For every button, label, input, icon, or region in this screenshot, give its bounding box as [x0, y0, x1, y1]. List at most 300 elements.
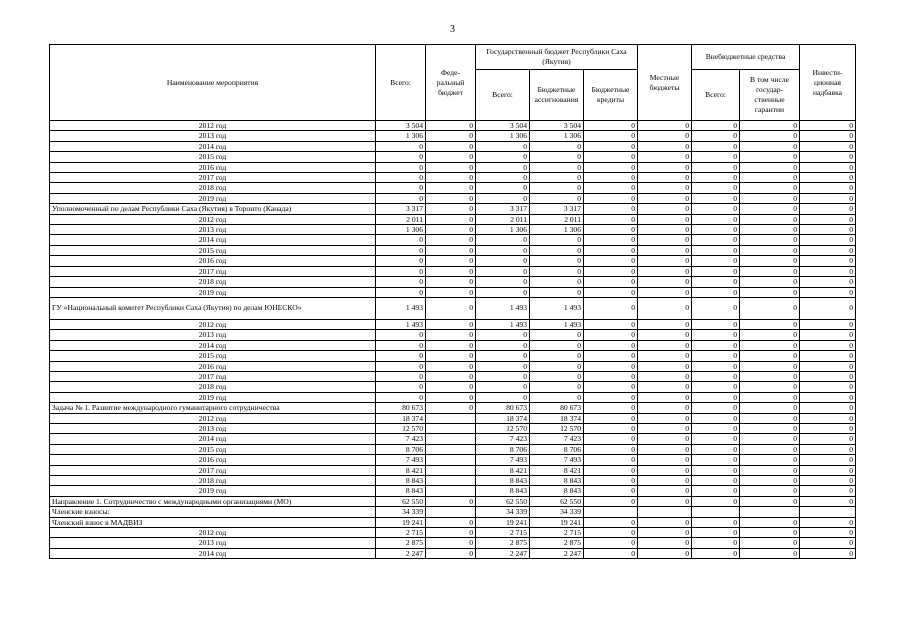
- row-name-cell: 2017 год: [50, 371, 376, 381]
- value-cell: 0: [638, 465, 692, 475]
- value-cell: 0: [800, 528, 856, 538]
- value-cell: 0: [692, 193, 740, 203]
- row-name-cell: 2012 год: [50, 121, 376, 131]
- value-cell: 0: [692, 361, 740, 371]
- value-cell: 0: [584, 538, 638, 548]
- value-cell: 0: [584, 434, 638, 444]
- value-cell: 0: [692, 152, 740, 162]
- value-cell: 7 493: [530, 455, 584, 465]
- value-cell: 3 317: [530, 204, 584, 214]
- value-cell: 0: [584, 266, 638, 276]
- value-cell: 0: [692, 538, 740, 548]
- value-cell: 0: [426, 245, 476, 255]
- value-cell: 0: [692, 183, 740, 193]
- value-cell: 1 493: [476, 297, 530, 319]
- value-cell: 2 011: [376, 214, 426, 224]
- table-row: [50, 507, 856, 517]
- value-cell: 0: [376, 277, 426, 287]
- value-cell: 3 504: [376, 121, 426, 131]
- value-cell: [740, 507, 800, 517]
- value-cell: 0: [692, 486, 740, 496]
- table-row: [50, 330, 856, 340]
- value-cell: 0: [692, 319, 740, 329]
- value-cell: 0: [800, 297, 856, 319]
- value-cell: 0: [800, 423, 856, 433]
- value-cell: 0: [638, 319, 692, 329]
- value-cell: 0: [376, 183, 426, 193]
- table-row: [50, 225, 856, 235]
- value-cell: 0: [638, 204, 692, 214]
- value-cell: 0: [376, 351, 426, 361]
- value-cell: 0: [692, 225, 740, 235]
- value-cell: 0: [692, 496, 740, 506]
- value-cell: 1 493: [376, 297, 426, 319]
- value-cell: 0: [800, 403, 856, 413]
- value-cell: 0: [426, 256, 476, 266]
- column-group-state-budget: Государственный бюджет Республики Саха (Якутия): [476, 45, 638, 70]
- value-cell: 0: [376, 340, 426, 350]
- row-name-cell: 2013 год: [50, 330, 376, 340]
- table-row: [50, 277, 856, 287]
- value-cell: 0: [638, 183, 692, 193]
- value-cell: 0: [638, 413, 692, 423]
- value-cell: 0: [800, 538, 856, 548]
- value-cell: 2 247: [530, 548, 584, 558]
- value-cell: 0: [638, 297, 692, 319]
- value-cell: 0: [638, 330, 692, 340]
- value-cell: 0: [800, 173, 856, 183]
- value-cell: 0: [584, 351, 638, 361]
- value-cell: 8 843: [530, 486, 584, 496]
- value-cell: 0: [530, 361, 584, 371]
- table-row: [50, 528, 856, 538]
- value-cell: 0: [426, 152, 476, 162]
- value-cell: 0: [584, 256, 638, 266]
- value-cell: 0: [426, 297, 476, 319]
- value-cell: 0: [426, 183, 476, 193]
- value-cell: 0: [530, 193, 584, 203]
- value-cell: 0: [584, 193, 638, 203]
- value-cell: 0: [376, 266, 426, 276]
- table-row: [50, 392, 856, 402]
- column-header-offbudget-guarantees: В том числе государ-ственные гарантии: [740, 70, 800, 121]
- value-cell: 0: [800, 465, 856, 475]
- value-cell: [426, 455, 476, 465]
- value-cell: 0: [476, 361, 530, 371]
- value-cell: 0: [530, 382, 584, 392]
- value-cell: 8 421: [476, 465, 530, 475]
- value-cell: 0: [584, 214, 638, 224]
- value-cell: 0: [584, 225, 638, 235]
- row-name-cell: Членские взносы:: [50, 507, 376, 517]
- value-cell: 0: [638, 193, 692, 203]
- value-cell: 0: [800, 548, 856, 558]
- value-cell: 2 715: [376, 528, 426, 538]
- value-cell: 2 247: [476, 548, 530, 558]
- value-cell: 0: [740, 245, 800, 255]
- value-cell: 0: [800, 131, 856, 141]
- value-cell: 0: [476, 162, 530, 172]
- value-cell: 0: [530, 235, 584, 245]
- value-cell: 0: [740, 496, 800, 506]
- value-cell: [426, 486, 476, 496]
- table-row: [50, 403, 856, 413]
- value-cell: 0: [638, 214, 692, 224]
- value-cell: 7 493: [376, 455, 426, 465]
- value-cell: 0: [638, 287, 692, 297]
- value-cell: 0: [740, 351, 800, 361]
- value-cell: 0: [584, 173, 638, 183]
- value-cell: 0: [476, 266, 530, 276]
- row-name-cell: 2013 год: [50, 225, 376, 235]
- row-name-cell: 2017 год: [50, 266, 376, 276]
- value-cell: 0: [376, 193, 426, 203]
- value-cell: 0: [800, 266, 856, 276]
- table-row: [50, 465, 856, 475]
- table-row: [50, 173, 856, 183]
- value-cell: 0: [740, 340, 800, 350]
- value-cell: 0: [584, 548, 638, 558]
- value-cell: 0: [740, 225, 800, 235]
- value-cell: 0: [426, 330, 476, 340]
- value-cell: 3 504: [530, 121, 584, 131]
- value-cell: 12 570: [476, 423, 530, 433]
- table-row: [50, 162, 856, 172]
- value-cell: 0: [638, 423, 692, 433]
- row-name-cell: 2015 год: [50, 351, 376, 361]
- value-cell: 0: [638, 245, 692, 255]
- value-cell: 0: [692, 340, 740, 350]
- table-row: [50, 382, 856, 392]
- value-cell: [800, 507, 856, 517]
- value-cell: 0: [426, 392, 476, 402]
- table-row: [50, 340, 856, 350]
- value-cell: 0: [740, 444, 800, 454]
- value-cell: 0: [692, 121, 740, 131]
- value-cell: 0: [638, 152, 692, 162]
- value-cell: 0: [476, 256, 530, 266]
- value-cell: 0: [638, 225, 692, 235]
- table-row: [50, 287, 856, 297]
- table-row: [50, 423, 856, 433]
- value-cell: 0: [638, 351, 692, 361]
- value-cell: 0: [476, 245, 530, 255]
- value-cell: 0: [800, 319, 856, 329]
- value-cell: 2 875: [476, 538, 530, 548]
- column-header-name: Наименование мероприятия: [50, 45, 376, 121]
- table-row: [50, 193, 856, 203]
- value-cell: 8 843: [376, 476, 426, 486]
- value-cell: 0: [584, 235, 638, 245]
- value-cell: 0: [800, 392, 856, 402]
- value-cell: 2 011: [476, 214, 530, 224]
- page-number: 3: [450, 24, 455, 35]
- value-cell: 1 306: [376, 225, 426, 235]
- value-cell: 0: [800, 183, 856, 193]
- value-cell: 0: [638, 371, 692, 381]
- value-cell: 0: [740, 277, 800, 287]
- value-cell: 0: [740, 266, 800, 276]
- value-cell: 0: [426, 277, 476, 287]
- value-cell: 0: [426, 193, 476, 203]
- row-name-cell: 2015 год: [50, 152, 376, 162]
- table-body: [50, 121, 856, 559]
- table-row: [50, 371, 856, 381]
- value-cell: 0: [376, 141, 426, 151]
- table-row: [50, 413, 856, 423]
- value-cell: 0: [692, 162, 740, 172]
- value-cell: 1 306: [530, 131, 584, 141]
- table-row: [50, 131, 856, 141]
- value-cell: 0: [584, 340, 638, 350]
- value-cell: 0: [638, 340, 692, 350]
- row-name-cell: 2018 год: [50, 382, 376, 392]
- row-name-cell: 2013 год: [50, 538, 376, 548]
- value-cell: 80 673: [476, 403, 530, 413]
- value-cell: 0: [740, 392, 800, 402]
- value-cell: 0: [426, 204, 476, 214]
- value-cell: 1 306: [476, 131, 530, 141]
- value-cell: 1 306: [376, 131, 426, 141]
- value-cell: [584, 507, 638, 517]
- value-cell: 0: [638, 444, 692, 454]
- table-row: [50, 548, 856, 558]
- value-cell: 0: [476, 183, 530, 193]
- value-cell: 34 339: [530, 507, 584, 517]
- value-cell: 0: [426, 528, 476, 538]
- value-cell: 0: [376, 256, 426, 266]
- value-cell: 0: [530, 277, 584, 287]
- table-row: [50, 141, 856, 151]
- value-cell: 0: [692, 403, 740, 413]
- row-name-cell: 2014 год: [50, 141, 376, 151]
- value-cell: 0: [530, 162, 584, 172]
- value-cell: 0: [692, 465, 740, 475]
- value-cell: 80 673: [530, 403, 584, 413]
- row-name-cell: 2012 год: [50, 214, 376, 224]
- value-cell: 0: [426, 141, 476, 151]
- value-cell: 0: [740, 413, 800, 423]
- value-cell: 62 550: [476, 496, 530, 506]
- value-cell: 0: [376, 235, 426, 245]
- value-cell: 0: [476, 277, 530, 287]
- value-cell: 0: [692, 434, 740, 444]
- value-cell: 0: [692, 548, 740, 558]
- value-cell: 0: [426, 371, 476, 381]
- value-cell: 80 673: [376, 403, 426, 413]
- value-cell: 0: [426, 235, 476, 245]
- value-cell: 0: [692, 382, 740, 392]
- value-cell: 18 374: [376, 413, 426, 423]
- value-cell: 0: [476, 287, 530, 297]
- value-cell: 0: [476, 235, 530, 245]
- table-row: [50, 319, 856, 329]
- value-cell: 0: [376, 287, 426, 297]
- value-cell: 3 317: [376, 204, 426, 214]
- value-cell: 0: [800, 330, 856, 340]
- value-cell: 0: [476, 173, 530, 183]
- value-cell: 1 493: [476, 319, 530, 329]
- row-name-cell: Задача № 1. Развитие международного гуманитарного сотрудничества: [50, 403, 376, 413]
- value-cell: 1 493: [376, 319, 426, 329]
- value-cell: 0: [740, 476, 800, 486]
- value-cell: 0: [584, 152, 638, 162]
- table-row: [50, 235, 856, 245]
- value-cell: [692, 507, 740, 517]
- value-cell: 2 247: [376, 548, 426, 558]
- value-cell: 0: [584, 423, 638, 433]
- column-header-federal: Феде-ральный бюджет: [426, 45, 476, 121]
- value-cell: 0: [800, 162, 856, 172]
- value-cell: 2 011: [530, 214, 584, 224]
- value-cell: 0: [638, 486, 692, 496]
- value-cell: 0: [376, 162, 426, 172]
- value-cell: 0: [800, 193, 856, 203]
- value-cell: 0: [740, 193, 800, 203]
- value-cell: 0: [584, 382, 638, 392]
- value-cell: 0: [740, 121, 800, 131]
- value-cell: 0: [638, 403, 692, 413]
- row-name-cell: 2018 год: [50, 476, 376, 486]
- column-header-total: Всего:: [376, 45, 426, 121]
- value-cell: [426, 434, 476, 444]
- value-cell: 0: [426, 340, 476, 350]
- value-cell: 0: [584, 403, 638, 413]
- value-cell: 1 306: [530, 225, 584, 235]
- column-header-state-total: Всего:: [476, 70, 530, 121]
- value-cell: 0: [584, 297, 638, 319]
- value-cell: [426, 476, 476, 486]
- value-cell: 0: [376, 392, 426, 402]
- value-cell: 0: [692, 528, 740, 538]
- value-cell: 0: [426, 287, 476, 297]
- value-cell: 0: [426, 382, 476, 392]
- value-cell: [426, 507, 476, 517]
- row-name-cell: 2014 год: [50, 340, 376, 350]
- value-cell: 0: [530, 256, 584, 266]
- row-name-cell: 2012 год: [50, 413, 376, 423]
- value-cell: 0: [800, 382, 856, 392]
- table-row: [50, 183, 856, 193]
- value-cell: 0: [584, 330, 638, 340]
- value-cell: 0: [740, 330, 800, 340]
- value-cell: 0: [800, 413, 856, 423]
- table-row: [50, 517, 856, 527]
- value-cell: 0: [426, 496, 476, 506]
- value-cell: 0: [800, 476, 856, 486]
- value-cell: 0: [426, 403, 476, 413]
- value-cell: 0: [426, 517, 476, 527]
- value-cell: 0: [692, 351, 740, 361]
- row-name-cell: 2014 год: [50, 548, 376, 558]
- value-cell: 0: [426, 173, 476, 183]
- value-cell: 0: [530, 173, 584, 183]
- value-cell: 0: [692, 266, 740, 276]
- table-row: [50, 486, 856, 496]
- value-cell: 0: [740, 214, 800, 224]
- value-cell: 0: [530, 287, 584, 297]
- value-cell: 0: [740, 319, 800, 329]
- value-cell: 0: [638, 496, 692, 506]
- value-cell: 3 317: [476, 204, 530, 214]
- value-cell: 0: [530, 141, 584, 151]
- value-cell: 0: [476, 340, 530, 350]
- value-cell: 19 241: [530, 517, 584, 527]
- value-cell: 0: [638, 235, 692, 245]
- value-cell: 0: [476, 371, 530, 381]
- value-cell: 0: [584, 361, 638, 371]
- column-header-local: Местные бюджеты: [638, 45, 692, 121]
- value-cell: 0: [638, 361, 692, 371]
- value-cell: 0: [530, 371, 584, 381]
- value-cell: 0: [692, 297, 740, 319]
- value-cell: [426, 413, 476, 423]
- value-cell: [426, 465, 476, 475]
- value-cell: 0: [530, 152, 584, 162]
- value-cell: 2 715: [476, 528, 530, 538]
- value-cell: 0: [638, 173, 692, 183]
- column-header-state-credits: Бюджетные кредиты: [584, 70, 638, 121]
- value-cell: 0: [426, 121, 476, 131]
- value-cell: 0: [740, 162, 800, 172]
- table-row: [50, 538, 856, 548]
- value-cell: 34 339: [376, 507, 426, 517]
- value-cell: 0: [638, 277, 692, 287]
- table-row: [50, 152, 856, 162]
- value-cell: 62 550: [530, 496, 584, 506]
- value-cell: 0: [638, 434, 692, 444]
- value-cell: 0: [638, 141, 692, 151]
- value-cell: 0: [692, 141, 740, 151]
- table-row: [50, 351, 856, 361]
- value-cell: 0: [740, 455, 800, 465]
- value-cell: 0: [800, 225, 856, 235]
- value-cell: 0: [740, 548, 800, 558]
- value-cell: 0: [638, 548, 692, 558]
- value-cell: 0: [638, 162, 692, 172]
- value-cell: 3 504: [476, 121, 530, 131]
- value-cell: 2 715: [530, 528, 584, 538]
- value-cell: 0: [638, 121, 692, 131]
- row-name-cell: 2016 год: [50, 256, 376, 266]
- value-cell: 0: [740, 287, 800, 297]
- value-cell: 0: [800, 434, 856, 444]
- value-cell: 0: [692, 413, 740, 423]
- value-cell: 8 421: [376, 465, 426, 475]
- row-name-cell: 2018 год: [50, 277, 376, 287]
- value-cell: 0: [584, 392, 638, 402]
- table-row: [50, 121, 856, 131]
- value-cell: 0: [584, 528, 638, 538]
- value-cell: 0: [740, 183, 800, 193]
- value-cell: 2 875: [530, 538, 584, 548]
- value-cell: 0: [476, 141, 530, 151]
- row-name-cell: 2014 год: [50, 235, 376, 245]
- value-cell: 0: [692, 444, 740, 454]
- value-cell: 0: [376, 173, 426, 183]
- value-cell: 0: [800, 361, 856, 371]
- value-cell: 19 241: [376, 517, 426, 527]
- value-cell: 0: [638, 517, 692, 527]
- value-cell: 0: [692, 245, 740, 255]
- value-cell: 0: [800, 152, 856, 162]
- row-name-cell: 2019 год: [50, 392, 376, 402]
- value-cell: 8 421: [530, 465, 584, 475]
- value-cell: 0: [740, 528, 800, 538]
- value-cell: 0: [800, 371, 856, 381]
- value-cell: 18 374: [476, 413, 530, 423]
- value-cell: 0: [692, 235, 740, 245]
